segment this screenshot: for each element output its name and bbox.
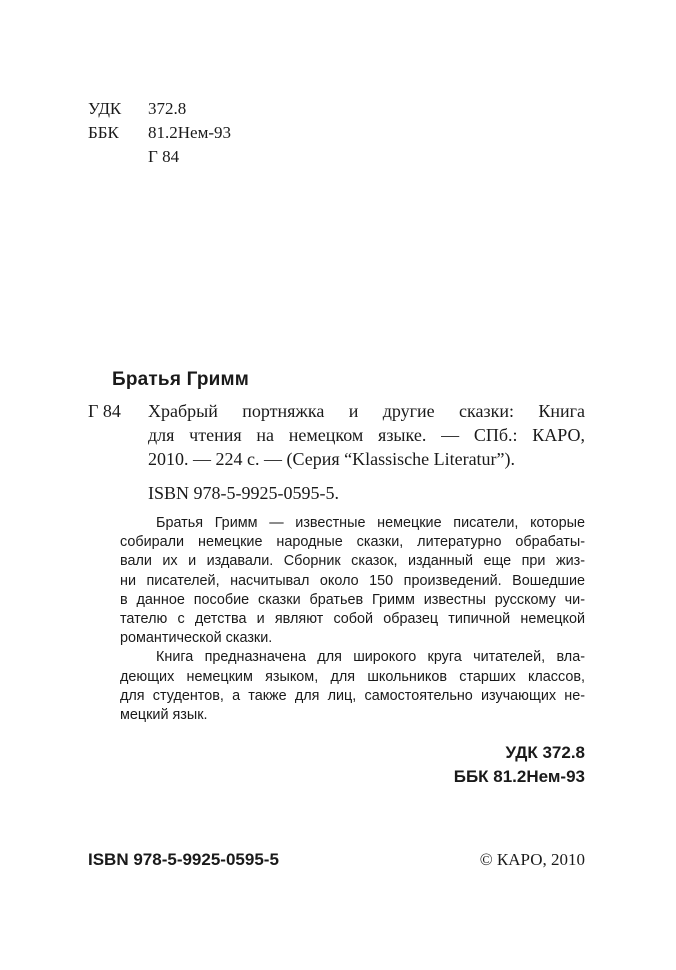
author-heading: Братья Гримм: [112, 369, 250, 390]
isbn-footer: ISBN 978-5-9925-0595-5: [88, 850, 279, 869]
bbk-value: 81.2Нем-93: [148, 123, 231, 142]
udk-value: 372.8: [148, 99, 187, 118]
abstract-line: вали их и издавали. Сборник сказок, изданный еще при жиз-: [120, 553, 585, 570]
abstract-line: мецкий язык.: [120, 706, 208, 723]
bbk-label: ББК: [88, 123, 119, 142]
bibliographic-description: [148, 399, 585, 471]
abstract-line: Книга предназначена для широкого круга читателей, вла-: [156, 649, 585, 666]
udk-bottom: УДК 372.8: [505, 743, 585, 762]
abstract-line: романтической сказки.: [120, 630, 273, 647]
bib-line: 2010. — 224 с. — (Серия “Klassische Literatur”).: [148, 449, 516, 469]
abstract-line: ни писателей, насчитывал около 150 произведений. Вошедшие: [120, 572, 585, 589]
abstract-line: тателю с детства и являют собой образец типичной немецкой: [120, 610, 585, 627]
bib-line: для чтения на немецком языке. — СПб.: КАРО,: [148, 425, 585, 445]
copyright: © КАРО, 2010: [479, 850, 585, 869]
abstract-line: деющих немецким языком, для школьников старших классов,: [120, 668, 585, 685]
abstract: [120, 514, 585, 725]
udk-label: УДК: [88, 99, 122, 118]
abstract-line: собирали немецкие народные сказки, литературно обрабаты-: [120, 534, 585, 551]
classification-bottom: [454, 741, 585, 789]
abstract-line: Братья Гримм — известные немецкие писатели, которые: [156, 515, 585, 531]
abstract-line: для студентов, а также для лиц, самостоятельно изучающих не-: [120, 687, 585, 704]
author-code-top: Г 84: [148, 147, 180, 166]
bbk-bottom: ББК 81.2Нем-93: [453, 767, 585, 786]
author-code: Г 84: [88, 401, 121, 421]
bib-line: Храбрый портняжка и другие сказки: Книга: [148, 401, 585, 421]
isbn-description: ISBN 978-5-9925-0595-5.: [148, 483, 339, 503]
abstract-line: в данное пособие сказки братьев Гримм известны русскому чи-: [120, 591, 585, 608]
